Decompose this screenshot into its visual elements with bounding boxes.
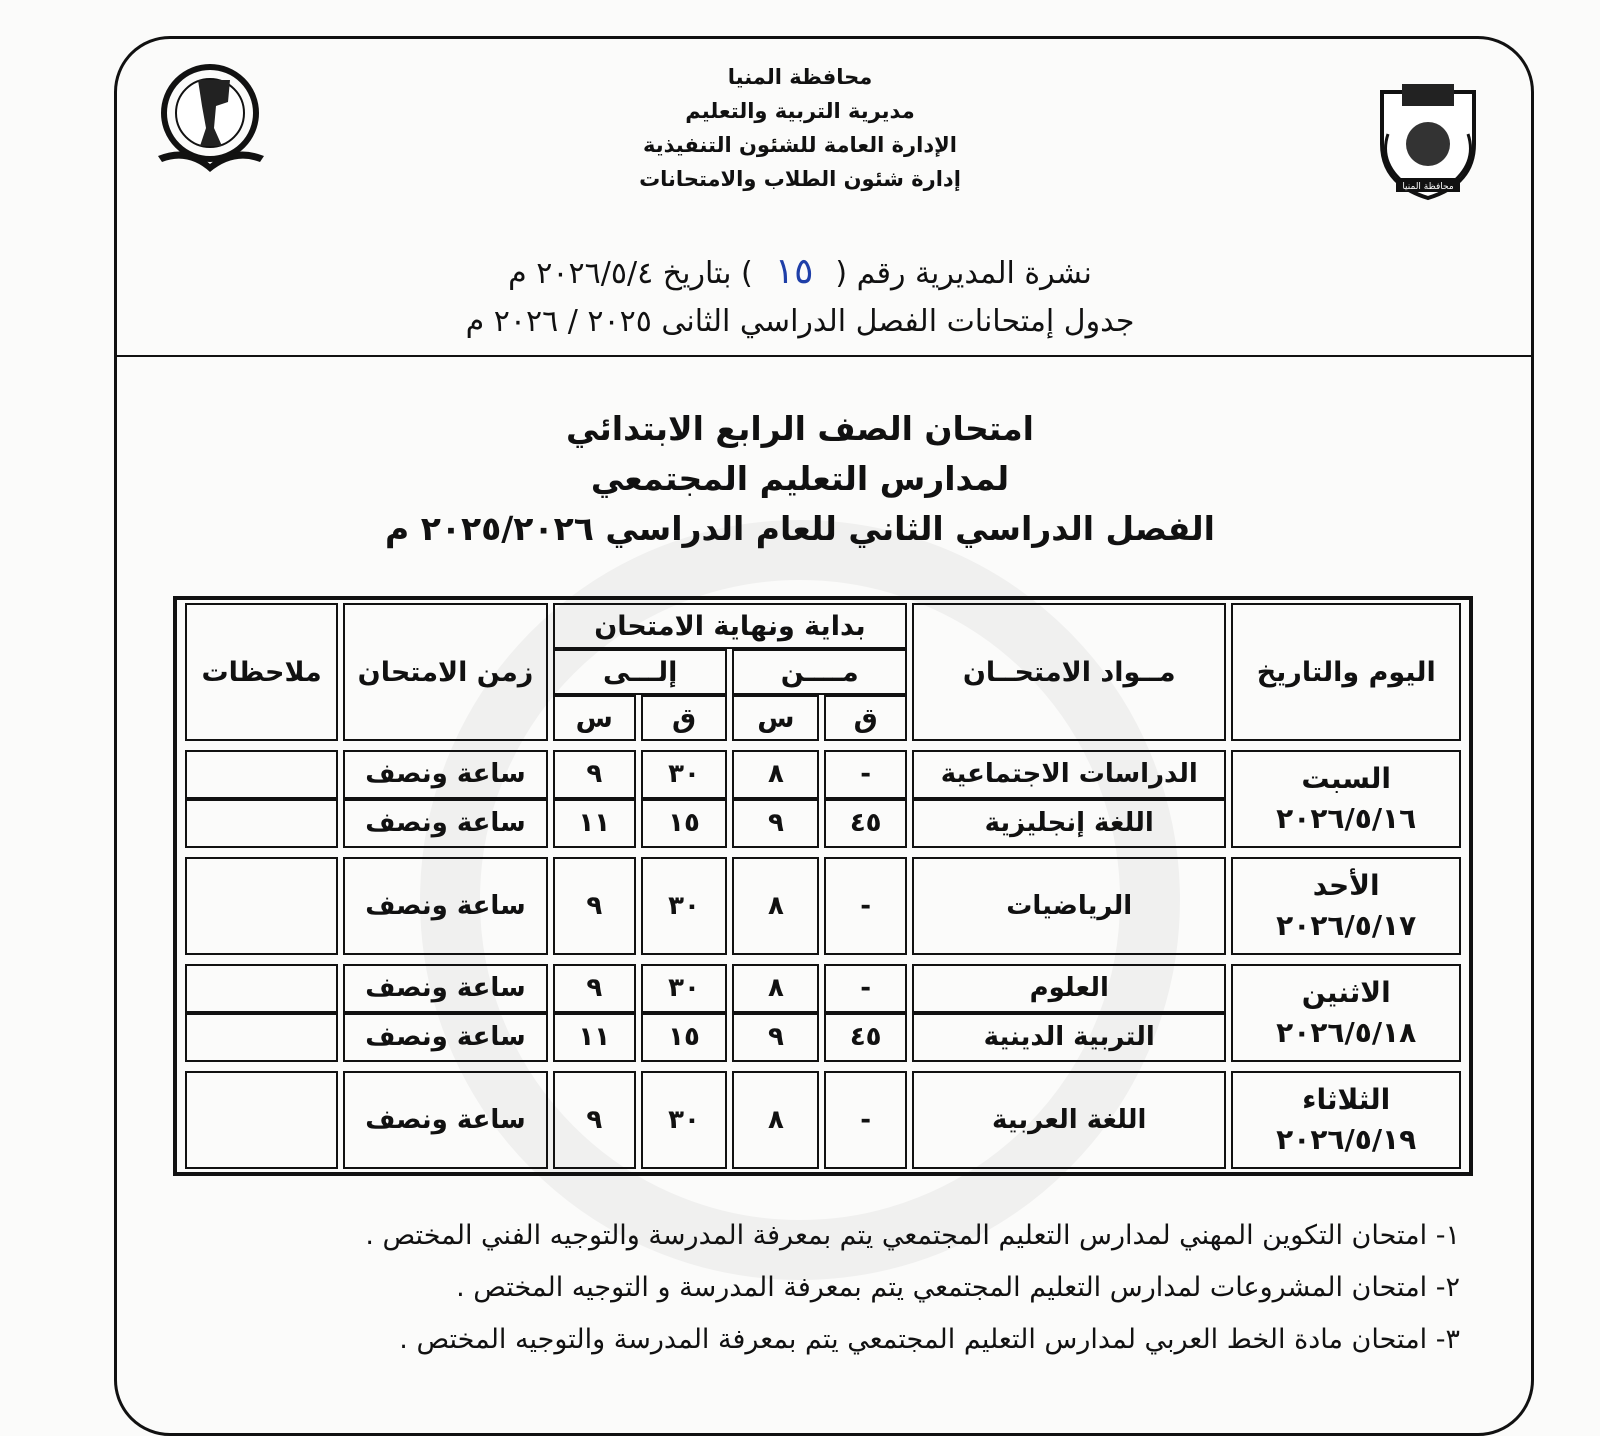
header-from: مــــن (732, 649, 907, 695)
from-hour-cell: ٩ (732, 799, 819, 848)
day-date: ٢٠٢٦/٥/١٧ (1276, 908, 1417, 942)
note-item: ٢- امتحان المشروعات لمدارس التعليم المجتمعي يتم بمعرفة المدرسة و التوجيه المختص . (456, 1272, 1460, 1303)
notes-cell (185, 1071, 338, 1170)
day-cell (1231, 964, 1461, 1062)
day-name: السبت (1301, 761, 1392, 795)
to-min-cell: ٣٠ (641, 1071, 728, 1170)
from-min-cell: - (824, 1071, 907, 1170)
bulletin-schedule-line: جدول إمتحانات الفصل الدراسي الثانى ٢٠٢٥ / ٢٠٢٦ م (465, 304, 1135, 339)
to-hour-cell: ٩ (553, 750, 636, 799)
duration-cell: ساعة ونصف (343, 1071, 548, 1170)
from-min-cell: ٤٥ (824, 799, 907, 848)
day-date: ٢٠٢٦/٥/١٩ (1276, 1122, 1417, 1156)
header-to-hour: س (553, 695, 636, 741)
header-start-end: بداية ونهاية الامتحان (553, 603, 907, 649)
exam-schedule-table (173, 596, 1473, 1176)
from-min-cell: ٤٥ (824, 1013, 907, 1062)
notes-list (200, 1210, 1460, 1366)
subject-cell: التربية الدينية (912, 1013, 1226, 1062)
to-min-cell: ١٥ (641, 1013, 728, 1062)
to-hour-cell: ٩ (553, 857, 636, 955)
header-divider (116, 355, 1532, 357)
table-row (185, 750, 1461, 799)
title-schools: لمدارس التعليم المجتمعي (590, 459, 1010, 498)
document-header (0, 60, 1600, 196)
day-date: ٢٠٢٦/٥/١٨ (1276, 1015, 1417, 1049)
day-name: الأحد (1312, 868, 1380, 902)
note-item: ١- امتحان التكوين المهني لمدارس التعليم المجتمعي يتم بمعرفة المدرسة والتوجيه الفني المختص . (365, 1220, 1460, 1251)
title-grade: امتحان الصف الرابع الابتدائي (566, 409, 1034, 448)
header-governorate: محافظة المنيا (727, 65, 873, 89)
subject-cell: العلوم (912, 964, 1226, 1013)
day-name: الاثنين (1301, 975, 1391, 1009)
notes-cell (185, 857, 338, 955)
subject-cell: اللغة إنجليزية (912, 799, 1226, 848)
note-item: ٣- امتحان مادة الخط العربي لمدارس التعليم المجتمعي يتم بمعرفة المدرسة والتوجيه المختص . (399, 1324, 1460, 1355)
to-min-cell: ١٥ (641, 799, 728, 848)
to-hour-cell: ٩ (553, 964, 636, 1013)
table-row (185, 857, 1461, 955)
notes-cell (185, 799, 338, 848)
duration-cell: ساعة ونصف (343, 750, 548, 799)
header-duration: زمن الامتحان (343, 603, 548, 741)
notes-cell (185, 964, 338, 1013)
header-to: إلـــى (553, 649, 728, 695)
to-hour-cell: ١١ (553, 1013, 636, 1062)
to-min-cell: ٣٠ (641, 964, 728, 1013)
header-administration: الإدارة العامة للشئون التنفيذية (643, 133, 957, 157)
to-min-cell: ٣٠ (641, 750, 728, 799)
emblem-caption: محافظة المنيا (1402, 182, 1454, 192)
title-term: الفصل الدراسي الثاني للعام الدراسي ٢٠٢٥/٢٠٢٦ م (385, 509, 1215, 548)
exam-titles (0, 404, 1600, 554)
bulletin-prefix: نشرة المديرية رقم ( (835, 256, 1092, 291)
header-to-min: ق (641, 695, 728, 741)
table-row (185, 1071, 1461, 1170)
from-min-cell: - (824, 750, 907, 799)
from-hour-cell: ٨ (732, 1071, 819, 1170)
bulletin-number: ١٥ (774, 251, 814, 292)
from-hour-cell: ٩ (732, 1013, 819, 1062)
from-hour-cell: ٨ (732, 857, 819, 955)
header-department: إدارة شئون الطلاب والامتحانات (639, 167, 961, 191)
bulletin-number-line (0, 248, 1600, 298)
day-date: ٢٠٢٦/٥/١٦ (1276, 801, 1417, 835)
day-cell (1231, 1071, 1461, 1170)
subject-cell: الرياضيات (912, 857, 1226, 955)
subject-cell: الدراسات الاجتماعية (912, 750, 1226, 799)
day-cell (1231, 857, 1461, 955)
duration-cell: ساعة ونصف (343, 799, 548, 848)
from-hour-cell: ٨ (732, 964, 819, 1013)
from-min-cell: - (824, 857, 907, 955)
duration-cell: ساعة ونصف (343, 964, 548, 1013)
subject-cell: اللغة العربية (912, 1071, 1226, 1170)
duration-cell: ساعة ونصف (343, 857, 548, 955)
to-min-cell: ٣٠ (641, 857, 728, 955)
to-hour-cell: ٩ (553, 1071, 636, 1170)
notes-cell (185, 750, 338, 799)
header-from-hour: س (732, 695, 819, 741)
bulletin-suffix: ) بتاريخ ٢٠٢٦/٥/٤ م (508, 256, 753, 291)
header-subjects: مــواد الامتحــان (912, 603, 1226, 741)
notes-cell (185, 1013, 338, 1062)
header-day-date: اليوم والتاريخ (1231, 603, 1461, 741)
day-name: الثلاثاء (1302, 1082, 1391, 1116)
table-row (185, 964, 1461, 1013)
header-directorate: مديرية التربية والتعليم (685, 99, 915, 123)
to-hour-cell: ١١ (553, 799, 636, 848)
from-hour-cell: ٨ (732, 750, 819, 799)
day-cell (1231, 750, 1461, 848)
from-min-cell: - (824, 964, 907, 1013)
duration-cell: ساعة ونصف (343, 1013, 548, 1062)
header-notes: ملاحظات (185, 603, 338, 741)
header-from-min: ق (824, 695, 907, 741)
bulletin-block (0, 248, 1600, 346)
